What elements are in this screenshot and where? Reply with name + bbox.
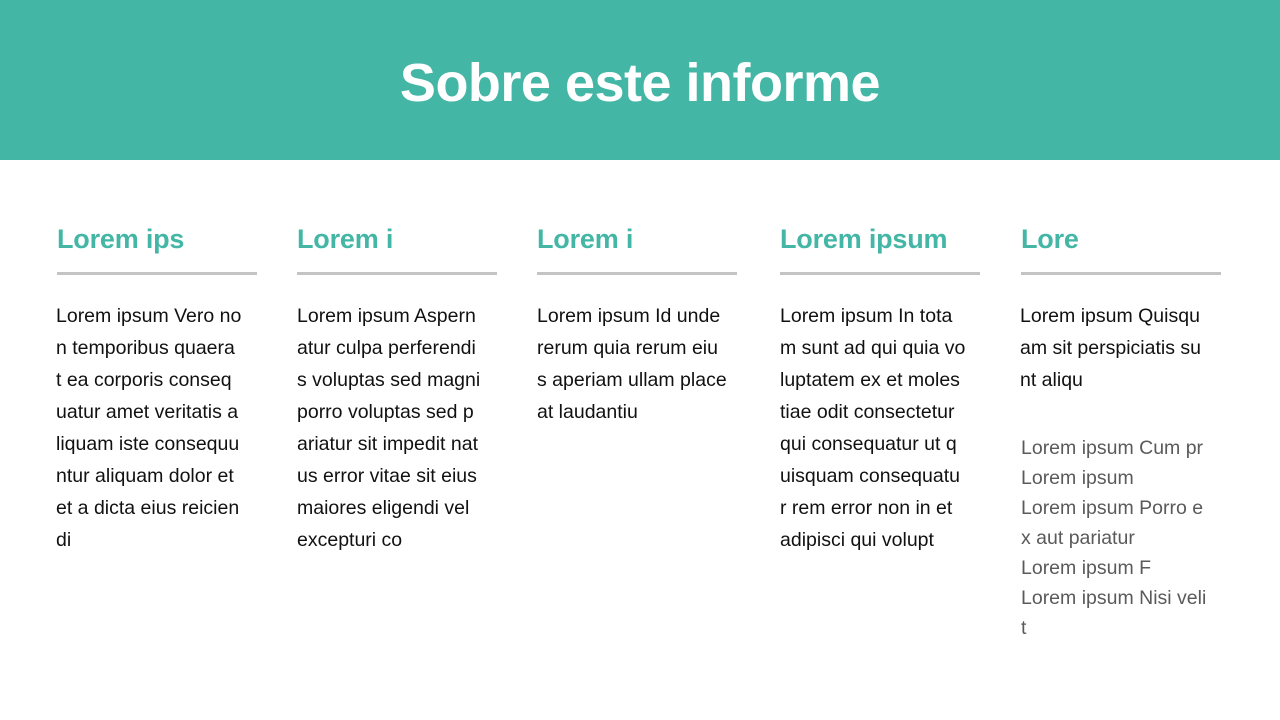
- column-body: [780, 300, 985, 556]
- list-item: Lorem ipsum Cum pr: [1021, 437, 1204, 459]
- column-body: [297, 300, 502, 556]
- column-heading: Lorem i: [297, 224, 394, 254]
- body-line: Lorem ipsum In tota: [780, 305, 953, 327]
- body-line: luptatem ex et moles: [780, 369, 960, 391]
- body-line: adipisci qui volupt: [780, 529, 934, 551]
- body-line: porro voluptas sed p: [297, 401, 474, 423]
- divider: [57, 272, 257, 275]
- body-line: Lorem ipsum Quisqu: [1020, 305, 1200, 327]
- body-line: s aperiam ullam place: [537, 369, 727, 391]
- body-line: us error vitae sit eius: [297, 465, 477, 487]
- list-item: Lorem ipsum Nisi veli: [1021, 587, 1207, 609]
- column-body: [537, 300, 742, 428]
- list-item: Lorem ipsum: [1021, 467, 1134, 489]
- body-line: am sit perspiciatis su: [1020, 337, 1201, 359]
- body-line: rerum quia rerum eiu: [537, 337, 718, 359]
- column-body: [1020, 300, 1225, 396]
- body-line: Lorem ipsum Vero no: [56, 305, 242, 327]
- body-line: s voluptas sed magni: [297, 369, 481, 391]
- column-body: [56, 300, 261, 556]
- list-item: Lorem ipsum Porro e: [1021, 497, 1204, 519]
- body-line: ariatur sit impedit nat: [297, 433, 478, 455]
- column-heading: Lorem ips: [57, 224, 185, 254]
- column-heading: Lore: [1021, 224, 1079, 254]
- list-item: x aut pariatur: [1021, 527, 1135, 549]
- page-title: Sobre este informe: [399, 53, 881, 113]
- divider: [780, 272, 980, 275]
- body-line: r rem error non in et: [780, 497, 953, 519]
- body-line: uisquam consequatu: [780, 465, 960, 487]
- list-item: t: [1021, 617, 1027, 639]
- column-1: [57, 220, 262, 556]
- body-line: t ea corporis conseq: [56, 369, 232, 391]
- column-4: [780, 220, 985, 556]
- body-line: maiores eligendi vel: [297, 497, 470, 519]
- divider: [537, 272, 737, 275]
- body-line: tiae odit consectetur: [780, 401, 955, 423]
- body-line: nt aliqu: [1020, 369, 1083, 391]
- body-line: n temporibus quaera: [56, 337, 235, 359]
- body-line: uatur amet veritatis a: [56, 401, 239, 423]
- body-line: m sunt ad qui quia vo: [780, 337, 966, 359]
- body-line: Lorem ipsum Id unde: [537, 305, 721, 327]
- divider: [297, 272, 497, 275]
- column-heading: Lorem i: [537, 224, 634, 254]
- list-item: Lorem ipsum F: [1021, 557, 1152, 579]
- body-line: liquam iste consequu: [56, 433, 240, 455]
- column-5: [1021, 220, 1226, 643]
- body-line: di: [56, 529, 72, 551]
- body-line: Lorem ipsum Aspern: [297, 305, 476, 327]
- body-line: qui consequatur ut q: [780, 433, 957, 455]
- column-3: [537, 220, 742, 428]
- body-line: excepturi co: [297, 529, 403, 551]
- column-heading: Lorem ipsum: [780, 224, 948, 254]
- body-line: at laudantiu: [537, 401, 638, 423]
- divider: [1021, 272, 1221, 275]
- body-line: atur culpa perferendi: [297, 337, 476, 359]
- header-banner: [0, 0, 1280, 160]
- secondary-list: [1021, 433, 1226, 643]
- body-line: et a dicta eius reicien: [56, 497, 240, 519]
- body-line: ntur aliquam dolor et: [56, 465, 234, 487]
- column-2: [297, 220, 502, 556]
